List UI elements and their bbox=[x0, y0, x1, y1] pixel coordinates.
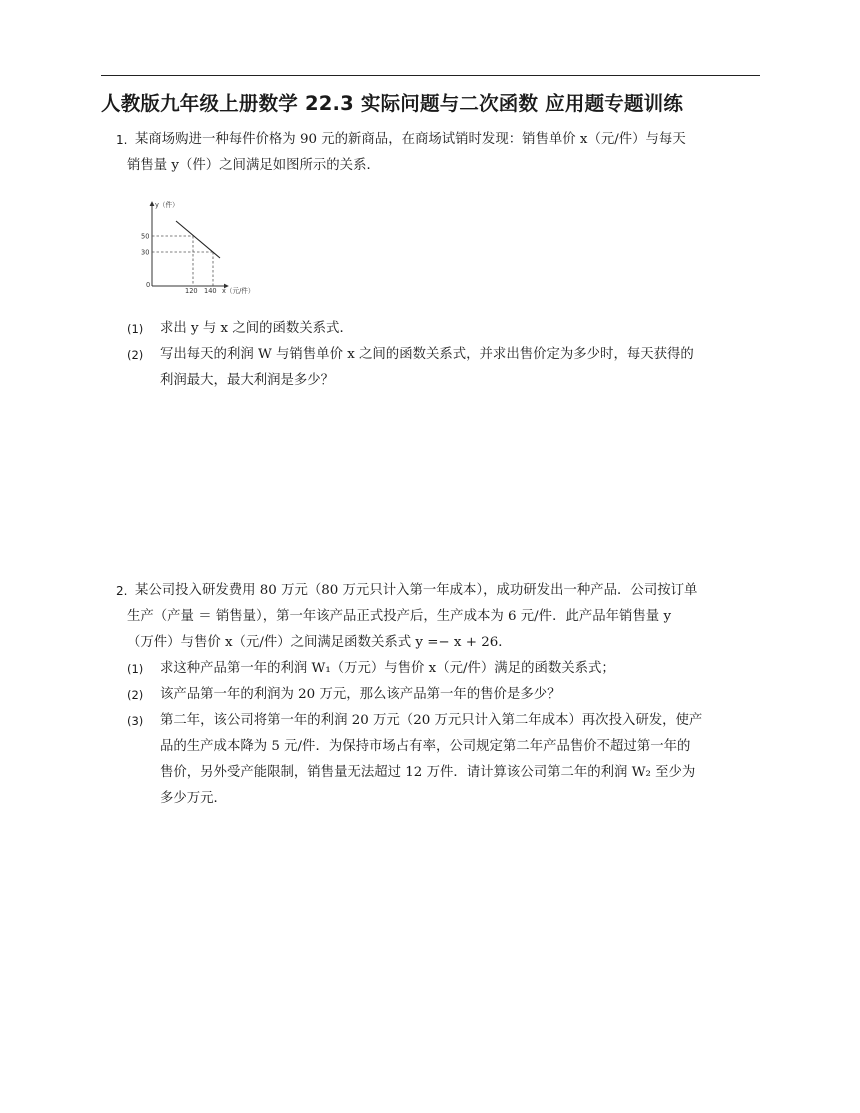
q2-part-2-line-1: 该产品第一年的利润为 20 万元，那么该产品第一年的售价是多少？ bbox=[160, 687, 561, 702]
y-tick-30: 30 bbox=[141, 248, 150, 257]
q1-part-1-line-1: 求出 y 与 x 之间的函数关系式． bbox=[160, 321, 353, 336]
question-2-line-3: （万件）与售价 x（元/件）之间满足函数关系式 y =− x + 26． bbox=[127, 635, 512, 650]
header-rule bbox=[101, 75, 760, 76]
sales-line bbox=[176, 221, 220, 258]
q1-part-2-number: (2) bbox=[127, 348, 144, 362]
q2-part-2-number: (2) bbox=[127, 688, 144, 702]
x-tick-140: 140 bbox=[204, 287, 217, 295]
q2-part-1-line-1: 求这种产品第一年的利润 W₁（万元）与售价 x（元/件）满足的函数关系式； bbox=[160, 661, 615, 676]
q1-part-1-number: (1) bbox=[127, 322, 144, 336]
x-axis-label: x（元/件） bbox=[222, 287, 255, 295]
question-2-line-1: 某公司投入研发费用 80 万元（80 万元只计入第一年成本），成功研发出一种产品．公司按订单 bbox=[135, 583, 698, 598]
x-tick-120: 120 bbox=[185, 287, 198, 295]
page-title: 人教版九年级上册数学 22.3 实际问题与二次函数 应用题专题训练 bbox=[101, 92, 684, 115]
y-axis-label: y（件） bbox=[155, 201, 179, 209]
q1-part-2-line-1: 写出每天的利润 W 与销售单价 x 之间的函数关系式，并求出售价定为多少时，每天获得的 bbox=[160, 347, 694, 362]
question-1-number: 1. bbox=[116, 133, 128, 147]
q2-part-1-number: (1) bbox=[127, 662, 144, 676]
q2-part-3-number: (3) bbox=[127, 714, 144, 728]
origin-label: 0 bbox=[146, 281, 151, 289]
q2-part-3-line-1: 第二年，该公司将第一年的利润 20 万元（20 万元只计入第二年成本）再次投入研发，使产 bbox=[160, 713, 703, 728]
q2-part-3-line-2: 品的生产成本降为 5 元/件．为保持市场占有率，公司规定第二年产品售价不超过第一年的 bbox=[160, 739, 691, 754]
price-sales-graph bbox=[140, 196, 275, 298]
question-1-line-1: 某商场购进一种每件价格为 90 元的新商品，在商场试销时发现：销售单价 x（元/件）与每天 bbox=[135, 132, 686, 147]
question-2-number: 2. bbox=[116, 584, 128, 598]
y-tick-50: 50 bbox=[141, 232, 150, 241]
q1-part-2-line-2: 利润最大，最大利润是多少？ bbox=[160, 373, 335, 388]
q2-part-3-line-3: 售价，另外受产能限制，销售量无法超过 12 万件．请计算该公司第二年的利润 W₂ 至少为 bbox=[160, 765, 696, 780]
question-2-line-2: 生产（产量 ＝ 销售量），第一年该产品正式投产后，生产成本为 6 元/件．此产品年销售量 y bbox=[127, 609, 672, 624]
q2-part-3-line-4: 多少万元． bbox=[160, 791, 227, 806]
question-1-line-2: 销售量 y（件）之间满足如图所示的关系． bbox=[127, 158, 380, 173]
